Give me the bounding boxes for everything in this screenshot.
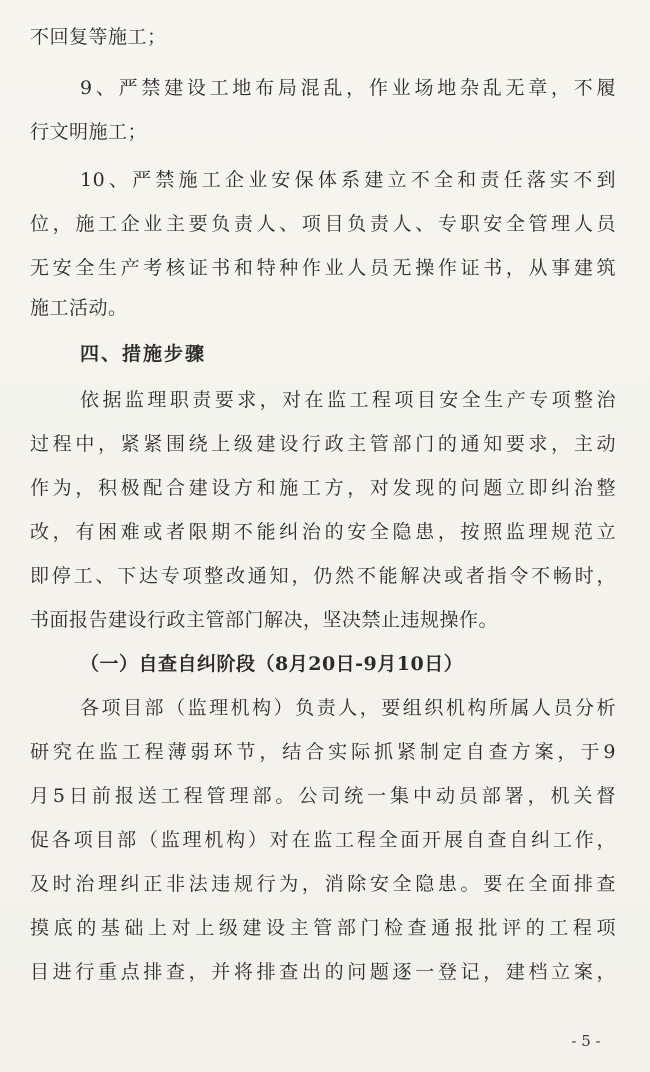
text-line-12: 改，有困难或者限期不能纠治的安全隐患，按照监理规范立: [30, 521, 616, 543]
text-line-1: 不回复等施工；: [30, 26, 167, 48]
section-heading-measures: 四、措施步骤: [80, 343, 207, 365]
text-line-13: 即停工、下达专项整改通知，仍然不能解决或者指令不畅时，: [30, 565, 616, 587]
text-line-14: 书面报告建设行政主管部门解决，坚决禁止违规操作。: [30, 609, 499, 631]
text-line-9: 依据监理职责要求，对在监工程项目安全生产专项整治: [80, 389, 616, 411]
text-line-18: 月5日前报送工程管理部。公司统一集中动员部署，机关督: [30, 785, 616, 807]
text-line-22: 目进行重点排查，并将排查出的问题逐一登记，建档立案，: [30, 961, 616, 983]
text-line-16: 各项目部（监理机构）负责人，要组织机构所属人员分析: [80, 697, 616, 719]
text-line-6: 无安全生产考核证书和特种作业人员无操作证书，从事建筑: [30, 257, 616, 279]
text-line-2: 9、严禁建设工地布局混乱，作业场地杂乱无章，不履: [80, 77, 616, 99]
text-line-19: 促各项目部（监理机构）对在监工程全面开展自查自纠工作，: [30, 829, 616, 851]
text-line-5: 位，施工企业主要负责人、项目负责人、专职安全管理人员: [30, 213, 616, 235]
text-line-11: 作为，积极配合建设方和施工方，对发现的问题立即纠治整: [30, 477, 616, 499]
text-line-20: 及时治理纠正非法违规行为，消除安全隐患。要在全面排查: [30, 873, 616, 895]
text-line-7: 施工活动。: [30, 297, 128, 319]
page-number: - 5 -: [571, 1032, 601, 1050]
subsection-heading-self-check: （一）自查自纠阶段（8月20日-9月10日）: [80, 653, 464, 675]
text-line-3: 行文明施工；: [30, 121, 148, 143]
text-line-21: 摸底的基础上对上级建设主管部门检查通报批评的工程项: [30, 917, 616, 939]
text-line-10: 过程中，紧紧围绕上级建设行政主管部门的通知要求，主动: [30, 433, 616, 455]
text-line-17: 研究在监工程薄弱环节，结合实际抓紧制定自查方案，于9: [30, 741, 616, 763]
text-line-4: 10、严禁施工企业安保体系建立不全和责任落实不到: [80, 169, 616, 191]
